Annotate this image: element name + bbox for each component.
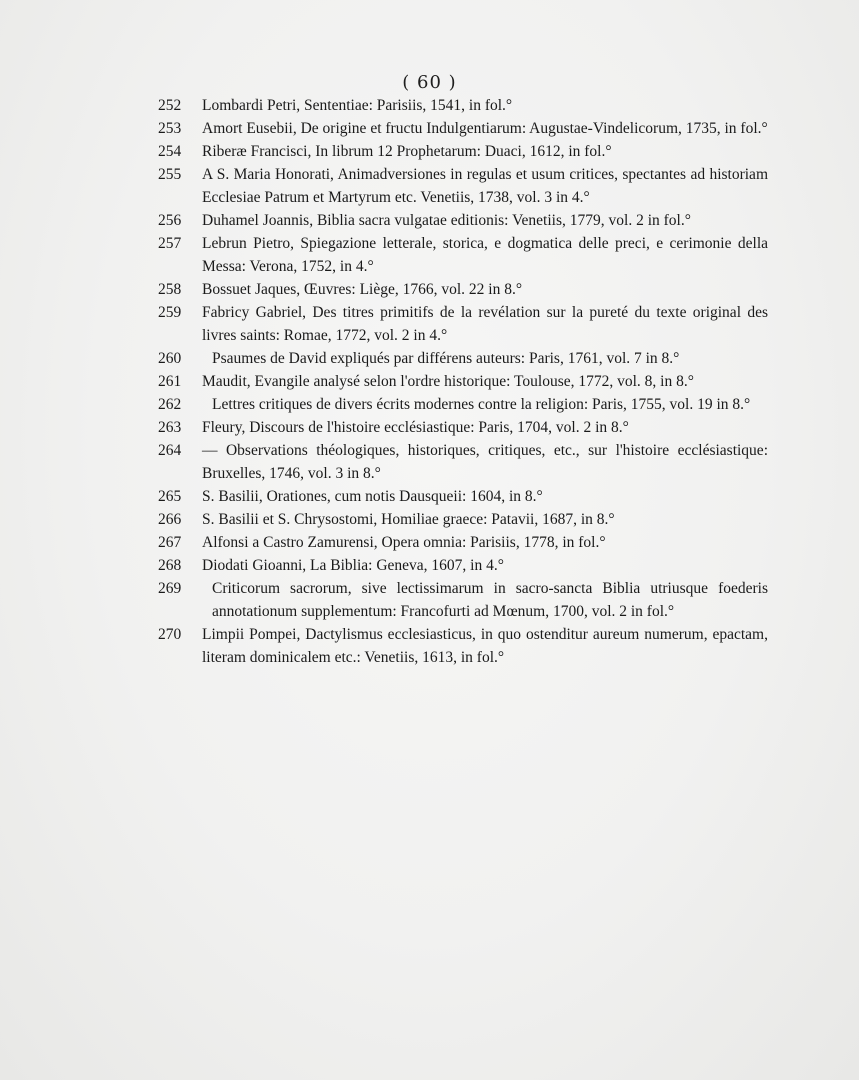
- catalogue-entry: [158, 623, 768, 669]
- entry-number: 270: [158, 626, 182, 643]
- catalogue-entry: [158, 278, 768, 301]
- catalogue-entry: [158, 209, 768, 232]
- entry-text: Amort Eusebii, De origine et fructu Indulgentiarum: Augustae-Vindelicorum, 1735, in fol.°: [202, 120, 768, 137]
- entry-number: 267: [158, 534, 182, 551]
- catalogue-entry: [158, 508, 768, 531]
- entry-number: 268: [158, 557, 182, 574]
- entry-number: 264: [158, 442, 182, 459]
- catalogue-entry: [158, 163, 768, 209]
- entry-text: Maudit, Evangile analysé selon l'ordre historique: Toulouse, 1772, vol. 8, in 8.°: [202, 373, 694, 390]
- entry-text: Lebrun Pietro, Spiegazione letterale, storica, e dogmatica delle preci, e cerimonie della Messa: Verona, 1752, in 4.°: [202, 235, 768, 275]
- entry-text: Psaumes de David expliqués par différens auteurs: Paris, 1761, vol. 7 in 8.°: [212, 350, 680, 367]
- entry-text: Riberæ Francisci, In librum 12 Prophetarum: Duaci, 1612, in fol.°: [202, 143, 612, 160]
- catalogue-entry: [158, 301, 768, 347]
- catalogue-entry: [158, 232, 768, 278]
- entry-text: S. Basilii, Orationes, cum notis Dausqueii: 1604, in 8.°: [202, 488, 543, 505]
- catalogue-entry: [158, 94, 768, 117]
- entry-number: 253: [158, 120, 182, 137]
- entry-number: 266: [158, 511, 182, 528]
- catalogue-entry: [158, 577, 768, 623]
- entry-number: 260: [158, 350, 182, 367]
- entry-number: 262: [158, 396, 182, 413]
- entry-text: Duhamel Joannis, Biblia sacra vulgatae editionis: Venetiis, 1779, vol. 2 in fol.°: [202, 212, 691, 229]
- entry-text: Lettres critiques de divers écrits modernes contre la religion: Paris, 1755, vol. 19 in 8.°: [212, 396, 751, 413]
- entry-text: Limpii Pompei, Dactylismus ecclesiasticus, in quo ostenditur aureum numerum, epactam, literam dominicalem etc.: Venetiis, 1613, in fol.°: [202, 626, 768, 666]
- entry-number: 259: [158, 304, 182, 321]
- catalogue-entry: [158, 117, 768, 140]
- entry-text: Criticorum sacrorum, sive lectissimarum in sacro-sancta Biblia utriusque foederis annotationum supplementum: Francofurti ad Mœnum, 1700, vol. 2 in fol.°: [212, 580, 768, 620]
- catalogue-entry: [158, 531, 768, 554]
- entry-number: 257: [158, 235, 182, 252]
- entry-number: 256: [158, 212, 182, 229]
- catalogue-entry: [158, 140, 768, 163]
- entry-text: Lombardi Petri, Sententiae: Parisiis, 1541, in fol.°: [202, 97, 513, 114]
- catalogue-entry: [158, 439, 768, 485]
- page-number: ( 60 ): [402, 72, 457, 93]
- entry-number: 255: [158, 166, 182, 183]
- entry-text: A S. Maria Honorati, Animadversiones in regulas et usum critices, spectantes ad historiam Ecclesiae Patrum et Martyrum etc. Venetiis, 1738, vol. 3 in 4.°: [202, 166, 768, 206]
- catalogue-entry: [158, 393, 768, 416]
- catalogue-entry: [158, 554, 768, 577]
- catalogue-entries: [158, 94, 768, 669]
- entry-text: Bossuet Jaques, Œuvres: Liège, 1766, vol. 22 in 8.°: [202, 281, 523, 298]
- entry-text: Alfonsi a Castro Zamurensi, Opera omnia: Parisiis, 1778, in fol.°: [202, 534, 606, 551]
- entry-number: 265: [158, 488, 182, 505]
- entry-number: 258: [158, 281, 182, 298]
- entry-number: 254: [158, 143, 182, 160]
- entry-text: — Observations théologiques, historiques, critiques, etc., sur l'histoire ecclésiastique: Bruxelles, 1746, vol. 3 in 8.°: [202, 442, 768, 482]
- entry-number: 252: [158, 97, 182, 114]
- entry-text: S. Basilii et S. Chrysostomi, Homiliae graece: Patavii, 1687, in 8.°: [202, 511, 615, 528]
- entry-text: Fleury, Discours de l'histoire ecclésiastique: Paris, 1704, vol. 2 in 8.°: [202, 419, 629, 436]
- catalogue-entry: [158, 416, 768, 439]
- catalogue-entry: [158, 370, 768, 393]
- entry-text: Diodati Gioanni, La Biblia: Geneva, 1607, in 4.°: [202, 557, 504, 574]
- catalogue-entry: [158, 485, 768, 508]
- catalogue-entry: [158, 347, 768, 370]
- entry-number: 269: [158, 580, 182, 597]
- entry-number: 261: [158, 373, 182, 390]
- entry-text: Fabricy Gabriel, Des titres primitifs de la revélation sur la pureté du texte original des livres saints: Romae, 1772, vol. 2 in 4.°: [202, 304, 768, 344]
- entry-number: 263: [158, 419, 182, 436]
